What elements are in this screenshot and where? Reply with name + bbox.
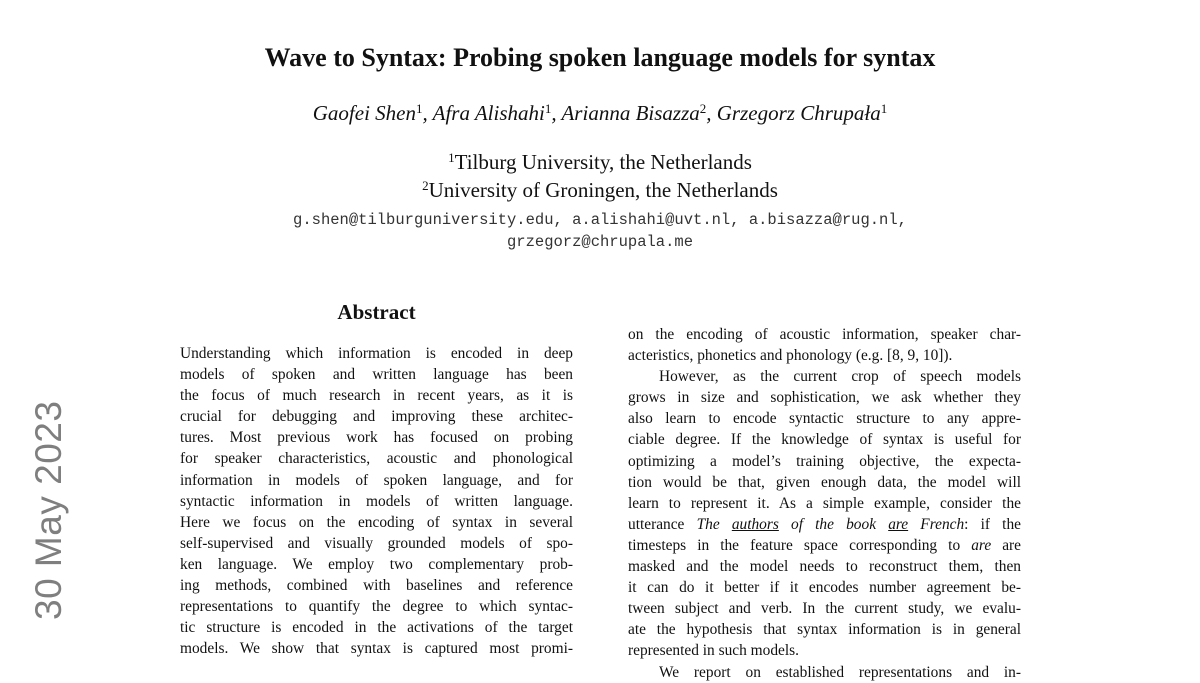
- affiliation-mark: 1: [544, 100, 552, 116]
- body-line: learn to represent it. As a simple example, consider the: [628, 494, 1021, 512]
- arxiv-date-stamp: 30 May 2023: [28, 400, 69, 620]
- body-line: also learn to encode syntactic structure to any appre-: [628, 410, 1021, 428]
- body-line: ate the hypothesis that syntax information is in general: [628, 621, 1021, 639]
- affiliation-1: [0, 149, 1200, 176]
- body-line: tween subject and verb. In the current study, we evalu-: [628, 600, 1021, 618]
- body-line: acteristics, phonetics and phonology (e.g. [8, 9, 10]).: [628, 347, 953, 365]
- abstract-line: models of spoken and written language has been: [180, 366, 573, 384]
- underlined-subject: authors: [731, 515, 779, 533]
- body-line: [628, 514, 1021, 535]
- body-line: We report on established representations and in-: [659, 663, 1021, 681]
- body-line: grows in size and sophistication, we ask whether they: [628, 389, 1021, 407]
- affiliation-mark: 1: [448, 149, 455, 165]
- underlined-verb: are: [888, 515, 909, 533]
- paper-title: Wave to Syntax: Probing spoken language models for syntax: [264, 43, 936, 72]
- body-line: ciable degree. If the knowledge of syntax is useful for: [628, 431, 1021, 449]
- body-line: optimizing a model’s training objective, the expecta-: [628, 452, 1021, 470]
- body-line: masked and the model needs to reconstruct them, then: [628, 558, 1021, 576]
- affiliation-text: Tilburg University, the Netherlands: [454, 150, 752, 174]
- abstract-line: Understanding which information is encoded in deep: [180, 345, 573, 362]
- author-name: Grzegorz Chrupała: [716, 101, 881, 125]
- affiliation-mark: 1: [415, 100, 423, 116]
- abstract-heading: Abstract: [337, 300, 416, 324]
- body-line: tion would be that, given enough data, the model will: [628, 473, 1021, 491]
- abstract-line: the focus of much research in recent years, as it is: [180, 387, 573, 405]
- example-sentence: [697, 516, 965, 533]
- body-line: on the encoding of acoustic information, speaker char-: [628, 326, 1021, 343]
- author-name: Gaofei Shen: [312, 101, 416, 125]
- body-line: represented in such models.: [628, 642, 799, 660]
- email-line: g.shen@tilburguniversity.edu, a.alishahi@uvt.nl, a.bisazza@rug.nl,: [293, 211, 907, 229]
- abstract-body: [180, 343, 573, 659]
- abstract-line: Here we focus on the encoding of syntax in several: [180, 513, 573, 531]
- example-word: The: [696, 515, 732, 533]
- affiliation-2: [0, 177, 1200, 204]
- abstract-line: models. We show that syntax is captured most promi-: [180, 640, 573, 658]
- body-text: : if the: [964, 515, 1021, 533]
- body-line: However, as the current crop of speech models: [659, 368, 1021, 386]
- abstract-line: for speaker characteristics, acoustic and phonological: [180, 450, 573, 468]
- introduction-body: [628, 324, 1021, 683]
- abstract-line: tic structure is encoded in the activations of the target: [180, 619, 573, 637]
- abstract-line: ing methods, combined with baselines and reference: [180, 577, 573, 595]
- body-text: are: [991, 536, 1021, 554]
- affiliation-mark: 2: [699, 100, 707, 116]
- abstract-line: self-supervised and visually grounded models of spo-: [180, 534, 573, 552]
- body-line: [628, 535, 1021, 556]
- author-list: Gaofei Shen$^1$, Afra Alishahi$^1$, Arianna Bisazza$^2$, Grzegorz Chrupała$^1$: [312, 100, 888, 125]
- abstract-line: tures. Most previous work has focused on probing: [180, 429, 573, 447]
- abstract-line: ken language. We employ two complementary prob-: [180, 555, 573, 573]
- example-word: are: [971, 536, 992, 554]
- example-word: of the book: [778, 515, 889, 533]
- abstract-line: crucial for debugging and improving these architec-: [180, 408, 573, 426]
- affiliation-mark: 1: [880, 100, 888, 116]
- example-word: French: [908, 515, 965, 533]
- body-text: utterance: [628, 515, 697, 533]
- abstract-line: syntactic information in models of written language.: [180, 492, 573, 510]
- affiliation-text: University of Groningen, the Netherlands: [428, 178, 778, 202]
- author-name: Arianna Bisazza: [561, 101, 700, 125]
- affiliation-mark: 2: [422, 177, 429, 193]
- abstract-line: representations to quantify the degree to which syntac-: [180, 598, 573, 616]
- abstract-line: information in models of spoken language, and for: [180, 471, 573, 489]
- email-line: grzegorz@chrupala.me: [506, 233, 694, 251]
- body-line: it can do it better if it encodes number agreement be-: [628, 579, 1021, 597]
- author-name: Afra Alishahi: [432, 101, 545, 125]
- body-text: timesteps in the feature space corresponding to: [628, 536, 972, 554]
